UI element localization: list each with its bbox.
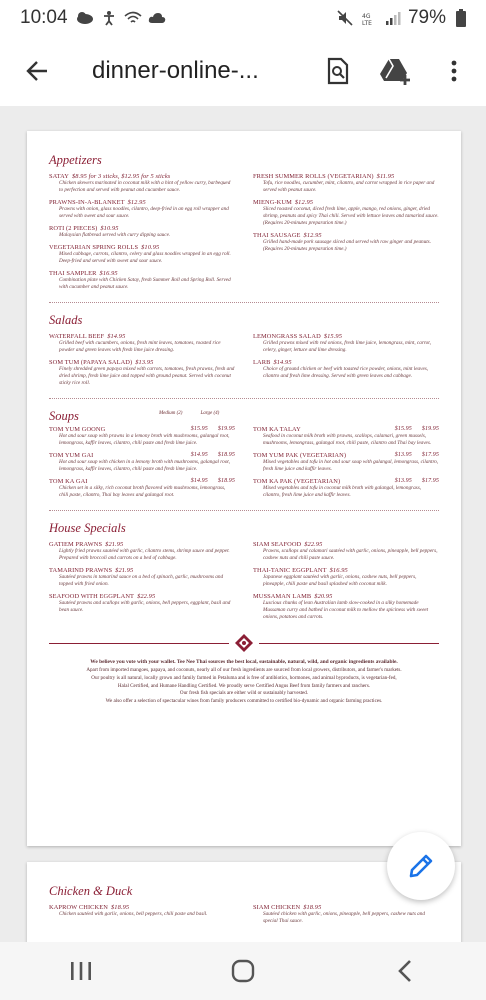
size-medium-label: Medium (2) bbox=[159, 411, 183, 417]
find-in-page-button[interactable] bbox=[320, 53, 356, 89]
menu-item: KAPROW CHICKEN $18.95 Chicken sautéed with garlic, onions, bell peppers, chili paste and basil. bbox=[49, 904, 208, 917]
menu-item: PRAWNS-IN-A-BLANKET $12.95 Prawns with onion, glass noodles, cilantro, deep-fried in an egg roll wrapper and served with sweet and sour sauce. bbox=[49, 199, 229, 220]
edit-pencil-icon bbox=[407, 852, 435, 880]
add-to-drive-button[interactable] bbox=[378, 53, 414, 89]
menu-item: GATIEM PRAWNS $21.95 Lightly fried prawns sautéed with garlic, cilantro stems, shrimp sauce and pepper. Prepared with broccoli and carrots on a bed of cabbage. bbox=[49, 541, 230, 562]
menu-item: MIENG-KUM $12.95 Sliced roasted coconut, diced fresh lime, apple, mango, red onions, ginger, dried shrimp, peanuts and spicy Thai chili. Served with lettuce leaves and tamarind sauce. (Requires 20-minutes preparation time.) bbox=[253, 199, 439, 227]
menu-item: SATAY $8.95 for 3 sticks, $12.95 for 5 sticks Chicken skewers marinated in coconut milk with a hint of yellow curry, barbequed to perfection and served with peanut and cucumber sauce. bbox=[49, 173, 231, 194]
sourcing-statement: We believe you vote with your wallet. Tee Nee Thai sources the best local, sustainable, natural, wild, and organic ingredients available. Apart from imported mangoes, papaya, and coconuts, nearly all of our fresh ingredients are sourced from local growers, distributors, and farmer's markets. Our poultry is all natural, locally grown and family farmed in Petaluma and is free of antibiotics, hormones, and animal byproducts, is vegetarian-fed, Halal Certified, and Humane Handling Certified. We proudly serve Certified Angus Beef from family farmers and ranchers. Our fresh fish specials are either wild or sustainably harvested. We also offer a selection of spectacular wines from family producers committed to certified bio-dynamic and organic farming practices. bbox=[86, 659, 402, 705]
menu-item: LARB $14.95 Choice of ground chicken or beef with toasted rice powder, onions, mint leaves, cilantro and fresh lime dressing. Served with green leaves and cabbage. bbox=[253, 359, 429, 380]
app-bar-actions bbox=[320, 53, 472, 89]
section-divider bbox=[49, 510, 439, 511]
menu-item: THAI SAMPLER $16.95 Combination plate with Chicken Satay, fresh Summer Roll and Spring Roll. Served with cucumber and peanut sauce. bbox=[49, 270, 231, 291]
status-icons-right bbox=[336, 7, 470, 29]
arrow-back-icon bbox=[25, 58, 51, 84]
edit-fab-button[interactable] bbox=[387, 832, 455, 900]
section-house-specials bbox=[49, 521, 439, 626]
menu-item: SOM TUM (PAPAYA SALAD) $13.95 Finely shredded green papaya mixed with carrots, tomatoes, fresh prawns, fresh and dried shrimp, fresh lime juice and topped with ground peanut. Served with coconut sticky rice roll. bbox=[49, 359, 235, 387]
section-appetizers bbox=[49, 153, 439, 296]
section-title-appetizers: Appetizers bbox=[49, 153, 102, 167]
menu-item: ROTI (2 PIECES) $10.95 Malaysian flatbread served with curry dipping sauce. bbox=[49, 225, 171, 239]
menu-item: VEGETARIAN SPRING ROLLS $10.95 Mixed cabbage, carrots, cilantro, celery and glass noodles wrapped in an egg roll. Deep-fried and served with sweet and sour sauce. bbox=[49, 244, 231, 265]
section-salads bbox=[49, 313, 439, 392]
menu-item: TOM KA GAI $14.95 $18.95 Chicken set in a silky, rich coconut broth flavored with mushrooms, lemongrass, chili paste, cilantro, Thai bay leaves and galangal root. bbox=[49, 478, 235, 499]
pdf-viewer[interactable] bbox=[0, 106, 486, 942]
menu-item: TOM YUM GAI $14.95 $18.95 Hot and sour soup with chicken in a lemony broth with mushrooms, galangal root, lemongrass, kaffir leaves, cilantro, chili paste and fresh lime juice. bbox=[49, 452, 235, 473]
app-bar bbox=[0, 36, 486, 106]
back-button[interactable] bbox=[20, 53, 56, 89]
mute-icon bbox=[336, 10, 354, 26]
wifi-question-icon bbox=[124, 10, 142, 26]
signal-icon bbox=[384, 10, 402, 26]
status-time: 10:04 bbox=[20, 7, 68, 28]
home-icon bbox=[230, 958, 256, 984]
section-title-chicken-duck: Chicken & Duck bbox=[49, 884, 133, 898]
menu-item: TAMARIND PRAWNS $21.95 Sautéed prawns in tamarind sauce on a bed of spinach, garlic, mushrooms and topped with fried onion. bbox=[49, 567, 224, 588]
back-nav-button[interactable] bbox=[381, 951, 429, 991]
more-vert-icon bbox=[450, 59, 458, 83]
cloud-chat-icon bbox=[76, 10, 94, 26]
menu-item: THAI SAUSAGE $12.95 Grilled hand-made pork sausage sliced and served with raw ginger and peanuts. (Requires 20-minutes preparation time.) bbox=[253, 232, 432, 253]
recents-icon bbox=[68, 960, 94, 982]
soups-left-column bbox=[49, 426, 235, 504]
svg-text:4G: 4G bbox=[361, 13, 371, 20]
menu-item: SEAFOOD WITH EGGPLANT $22.95 Sautéed prawns and scallops with garlic, onions, bell peppers, eggplant, basil and bean sauce. bbox=[49, 593, 231, 614]
house-specials-left-column bbox=[49, 541, 235, 626]
soups-right-column bbox=[253, 426, 439, 504]
battery-percent: 79% bbox=[407, 7, 446, 28]
salads-left-column bbox=[49, 333, 235, 392]
section-divider bbox=[49, 302, 439, 303]
menu-item: TOM YUM PAK (VEGETARIAN) $13.95 $17.95 Mixed vegetables and tofu in hot and sour soup with galangal, lemongrass, cilantro, fresh lime juice and kaffir leaves. bbox=[253, 452, 439, 473]
section-title-soups: Soups bbox=[49, 409, 79, 424]
menu-item: THAI-TANIC EGGPLANT $16.95 Japanese eggplant sautéed with garlic, onions, cashew nuts, bell peppers, pineapple, chili paste and basil splashed with coconut milk. bbox=[253, 567, 417, 588]
system-nav-bar bbox=[0, 942, 486, 1000]
status-icons-left bbox=[76, 10, 166, 26]
menu-item: SIAM CHICKEN $18.95 Sautéed chicken with garlic, onions, pineapple, bell peppers, cashew nuts and special Thai sauce. bbox=[253, 904, 425, 925]
battery-icon bbox=[452, 10, 470, 26]
lte-icon bbox=[360, 10, 378, 26]
svg-text:LTE: LTE bbox=[361, 20, 372, 26]
more-options-button[interactable] bbox=[436, 53, 472, 89]
soup-size-header bbox=[159, 411, 439, 416]
house-specials-right-column bbox=[253, 541, 439, 626]
menu-item: TOM YUM GOONG $15.95 $19.95 Hot and sour soup with prawns in a lemony broth with mushrooms, galangal root, lemongrass, kaffir leaves, cilantro, chili paste and fresh lime juice. bbox=[49, 426, 235, 447]
cloud-icon bbox=[148, 10, 166, 26]
back-nav-icon bbox=[396, 959, 414, 983]
section-soups bbox=[49, 409, 439, 504]
menu-item: TOM KA PAK (VEGETARIAN) $13.95 $17.95 Mixed vegetables and tofu in coconut milk broth with galangal, lemongrass, cilantro, fresh lime juice and kaffir leaves. bbox=[253, 478, 439, 499]
ornament-divider bbox=[49, 634, 439, 652]
size-large-label: Large (4) bbox=[200, 411, 220, 417]
section-title-salads: Salads bbox=[49, 313, 83, 328]
salads-right-column bbox=[253, 333, 439, 392]
menu-item: MUSSAMAN LAMB $20.95 Luscious chunks of lean Australian lamb slow-cooked in a silky homemade Mussaman curry and bathed in coconut milk to mellow the spiciness with sweet onions, potatoes and carrots. bbox=[253, 593, 429, 621]
accessibility-icon bbox=[100, 10, 118, 26]
appetizers-right-column bbox=[253, 173, 439, 296]
pdf-page-1 bbox=[27, 131, 461, 846]
add-to-drive-icon bbox=[380, 57, 412, 85]
home-button[interactable] bbox=[219, 951, 267, 991]
chicken-duck-right-column bbox=[253, 904, 439, 930]
status-bar bbox=[0, 0, 486, 36]
section-title-house-specials: House Specials bbox=[49, 521, 126, 536]
chicken-duck-left-column bbox=[49, 904, 235, 930]
ornament-diamond-icon bbox=[235, 634, 253, 652]
menu-item: LEMONGRASS SALAD $15.95 Grilled prawns mixed with red onions, fresh lime juice, lemongrass, mint, carrot, celery, ginger, lettuce and lime dressing. bbox=[253, 333, 432, 354]
section-divider bbox=[49, 398, 439, 399]
menu-item: SIAM SEAFOOD $22.95 Prawns, scallops and calamari sautéed with garlic, onions, pineapple, bell peppers, cashew nuts and chili paste sauce. bbox=[253, 541, 438, 562]
recents-button[interactable] bbox=[57, 951, 105, 991]
find-in-page-icon bbox=[326, 57, 350, 85]
appetizers-left-column bbox=[49, 173, 235, 296]
section-chicken-duck bbox=[49, 884, 439, 930]
document-title: dinner-online-... bbox=[92, 57, 259, 84]
menu-item: FRESH SUMMER ROLLS (VEGETARIAN) $11.95 Tofu, rice noodles, cucumber, mint, cilantro, and carrot wrapped in rice paper and served with peanut sauce. bbox=[253, 173, 435, 194]
menu-item: WATERFALL BEEF $14.95 Grilled beef with cucumbers, onions, fresh mint leaves, tomatoes, roasted rice powder and green leaves with fresh lime juice dressing. bbox=[49, 333, 221, 354]
menu-item: TOM KA TALAY $15.95 $19.95 Seafood in coconut milk broth with prawns, scallops, calamari, green mussels, mushrooms, lemongrass, galangal root, chili paste, cilantro and Thai bay leaves. bbox=[253, 426, 439, 447]
